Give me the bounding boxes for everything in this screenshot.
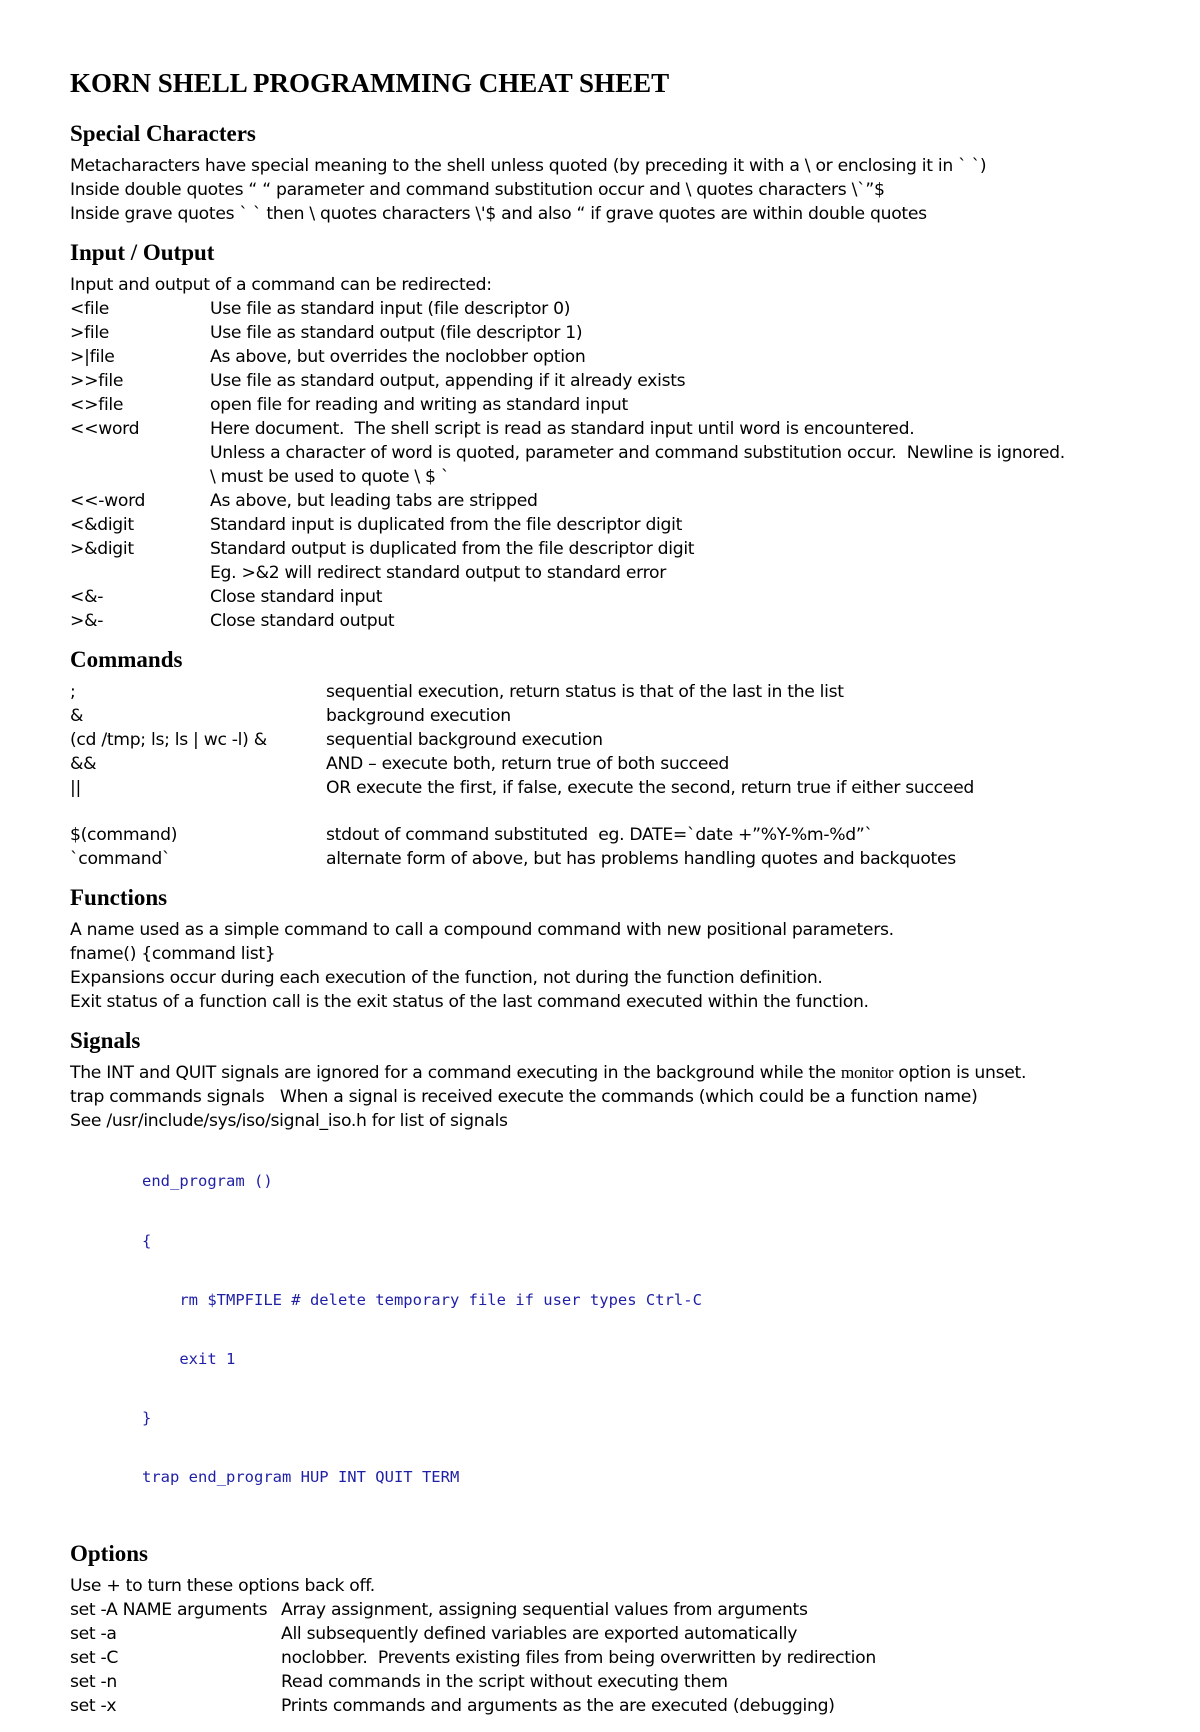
io-key: >&digit	[70, 539, 134, 559]
option-desc: Prints commands and arguments as the are executed (debugging)	[281, 1696, 835, 1717]
signals-heading: Signals	[70, 1028, 141, 1053]
io-desc: Use file as standard input (file descriptor 0)	[210, 299, 571, 319]
command-desc: background execution	[326, 706, 511, 726]
command-row	[70, 680, 1150, 704]
code-line: {	[142, 1231, 152, 1250]
io-desc: Standard input is duplicated from the file descriptor digit	[210, 515, 683, 535]
special-characters-heading: Special Characters	[70, 121, 256, 146]
option-row	[70, 1622, 1150, 1646]
functions-line: A name used as a simple command to call a compound command with new positional parameters.	[70, 920, 894, 940]
section-commands	[70, 647, 1150, 871]
code-line: trap end_program HUP INT QUIT TERM	[142, 1467, 460, 1486]
section-special-characters	[70, 121, 1150, 226]
functions-line: Expansions occur during each execution of the function, not during the function definition.	[70, 968, 823, 988]
io-row	[70, 609, 1150, 633]
code-line: exit 1	[142, 1349, 236, 1368]
option-desc: noclobber. Prevents existing files from being overwritten by redirection	[281, 1648, 876, 1669]
io-row	[70, 321, 1150, 345]
io-key: <file	[70, 299, 110, 319]
option-desc: Array assignment, assigning sequential values from arguments	[281, 1600, 808, 1621]
option-desc: Read commands in the script without executing them	[281, 1672, 728, 1693]
signals-line: See /usr/include/sys/iso/signal_iso.h for list of signals	[70, 1111, 508, 1131]
command-key: ;	[70, 682, 76, 702]
option-row	[70, 1646, 1150, 1670]
option-key: set -C	[70, 1648, 119, 1669]
io-desc: Standard output is duplicated from the file descriptor digit	[210, 539, 695, 559]
io-intro: Input and output of a command can be redirected:	[70, 275, 492, 295]
option-row	[70, 1598, 1150, 1622]
code-line: }	[142, 1408, 152, 1427]
functions-heading: Functions	[70, 885, 168, 910]
option-desc: All subsequently defined variables are exported automatically	[281, 1624, 798, 1645]
special-line: Inside grave quotes ` ` then \ quotes characters \'$ and also “ if grave quotes are within double quotes	[70, 204, 927, 224]
io-key: >file	[70, 323, 110, 343]
io-row	[70, 537, 1150, 561]
functions-line: Exit status of a function call is the exit status of the last command executed within the function.	[70, 992, 869, 1012]
io-row	[70, 513, 1150, 537]
io-desc: open file for reading and writing as standard input	[210, 395, 628, 415]
io-key: <<-word	[70, 491, 146, 511]
input-output-heading: Input / Output	[70, 240, 215, 265]
signals-line-part: The INT and QUIT signals are ignored for a command executing in the background while the	[70, 1063, 841, 1083]
spacer	[70, 800, 1150, 823]
io-key: <&digit	[70, 515, 134, 535]
io-key: >|file	[70, 347, 115, 367]
io-desc: Close standard input	[210, 587, 383, 607]
io-row	[70, 369, 1150, 393]
option-key: set -A NAME arguments	[70, 1600, 268, 1621]
section-signals	[70, 1028, 1150, 1527]
command-row	[70, 752, 1150, 776]
special-line: Metacharacters have special meaning to the shell unless quoted (by preceding it with a \ or enclosing it in ` `)	[70, 156, 987, 176]
io-row	[70, 297, 1150, 321]
io-row	[70, 345, 1150, 369]
signals-line-part: option is unset.	[893, 1063, 1027, 1083]
command-row	[70, 847, 1150, 871]
command-desc: alternate form of above, but has problems handling quotes and backquotes	[326, 849, 956, 869]
signals-line: trap commands signals When a signal is received execute the commands (which could be a function name)	[70, 1087, 978, 1107]
command-desc: AND – execute both, return true of both succeed	[326, 754, 729, 774]
command-desc: stdout of command substituted eg. DATE=`date +”%Y-%m-%d”`	[326, 825, 873, 845]
command-key: (cd /tmp; ls; ls | wc -l) &	[70, 730, 267, 750]
command-desc: OR execute the first, if false, execute the second, return true if either succeed	[326, 778, 974, 798]
io-key: <>file	[70, 395, 124, 415]
monitor-word: monitor	[840, 1063, 894, 1082]
command-row	[70, 704, 1150, 728]
command-key: &	[70, 706, 84, 726]
io-desc: Use file as standard output, appending if it already exists	[210, 371, 686, 391]
functions-line: fname() {command list}	[70, 944, 276, 964]
command-key: `command`	[70, 849, 171, 869]
section-options	[70, 1541, 1150, 1718]
option-row	[70, 1670, 1150, 1694]
io-key	[70, 561, 210, 585]
io-desc: Eg. >&2 will redirect standard output to standard error	[210, 563, 666, 583]
section-input-output	[70, 240, 1150, 633]
command-key: ||	[70, 778, 81, 798]
command-row	[70, 776, 1150, 800]
io-row	[70, 585, 1150, 609]
io-desc: Close standard output	[210, 611, 395, 631]
code-block	[142, 1133, 1150, 1527]
cheat-sheet-page	[70, 68, 1150, 1732]
io-row	[70, 393, 1150, 417]
command-row	[70, 823, 1150, 847]
io-key: <<word	[70, 419, 140, 439]
command-key: &&	[70, 754, 97, 774]
option-key: set -n	[70, 1672, 118, 1693]
signals-line	[70, 1061, 1150, 1085]
code-line: rm $TMPFILE # delete temporary file if user types Ctrl-C	[142, 1290, 702, 1309]
command-desc: sequential background execution	[326, 730, 603, 750]
option-key: set -x	[70, 1696, 117, 1717]
options-heading: Options	[70, 1541, 148, 1567]
io-desc: As above, but overrides the noclobber option	[210, 347, 586, 367]
page-title: KORN SHELL PROGRAMMING CHEAT SHEET	[70, 68, 670, 98]
code-line: end_program ()	[142, 1172, 273, 1191]
io-key: >&-	[70, 611, 104, 631]
io-key	[70, 441, 210, 465]
option-row	[70, 1694, 1150, 1718]
io-desc: As above, but leading tabs are stripped	[210, 491, 538, 511]
io-desc: Use file as standard output (file descriptor 1)	[210, 323, 583, 343]
io-desc: Unless a character of word is quoted, parameter and command substitution occur. Newline is ignored.	[210, 443, 1065, 463]
option-key: set -a	[70, 1624, 117, 1645]
io-row	[70, 489, 1150, 513]
io-row	[70, 417, 1150, 441]
options-intro: Use + to turn these options back off.	[70, 1576, 375, 1597]
command-row	[70, 728, 1150, 752]
special-line: Inside double quotes “ “ parameter and command substitution occur and \ quotes characters \`”$	[70, 180, 885, 200]
io-row	[70, 465, 1150, 489]
io-desc: Here document. The shell script is read as standard input until word is encountered.	[210, 419, 915, 439]
section-functions	[70, 885, 1150, 1014]
io-key	[70, 465, 210, 489]
commands-heading: Commands	[70, 647, 183, 672]
io-row	[70, 441, 1150, 465]
io-desc: \ must be used to quote \ $ `	[210, 467, 450, 487]
command-key: $(command)	[70, 825, 178, 845]
command-desc: sequential execution, return status is that of the last in the list	[326, 682, 844, 702]
io-row	[70, 561, 1150, 585]
io-key: <&-	[70, 587, 104, 607]
io-key: >>file	[70, 371, 124, 391]
